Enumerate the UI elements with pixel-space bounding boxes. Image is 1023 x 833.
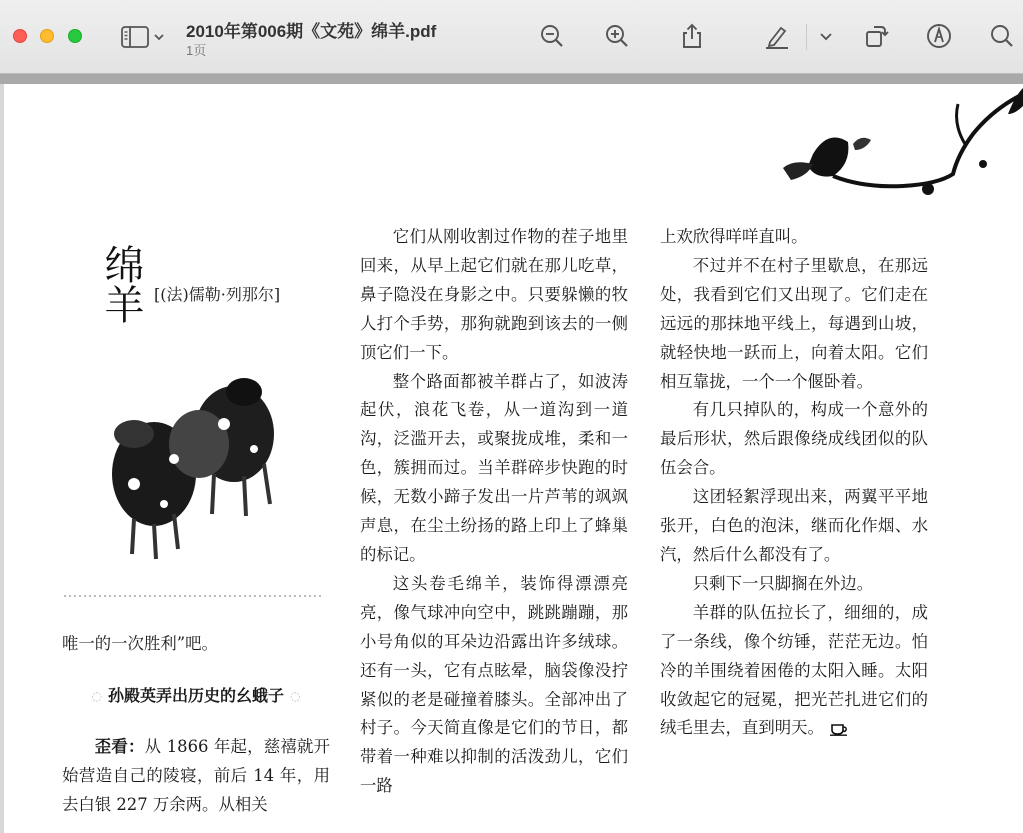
left-column-fragment: 唯一的一次胜利”吧。 [62, 634, 218, 653]
section-subheading [62, 682, 330, 711]
left-column-paragraph [62, 733, 330, 820]
share-icon [678, 22, 706, 50]
paragraph-last [660, 599, 928, 744]
paragraph-text: 羊群的队伍拉长了，细细的，成了一条线，像个纺锤，茫茫无边。怕冷的羊围绕着困倦的太阳入睡。太阳收敛起它的冠冕，把光芒扎进它们的绒毛里去，直到明天。 [660, 602, 928, 738]
sidebar-toggle-button[interactable] [118, 24, 170, 50]
paragraph: 有几只掉队的，构成一个意外的最后形状，然后跟像绕成线团似的队伍会合。 [660, 400, 928, 478]
page-count: 1页 [186, 43, 207, 58]
highlight-button[interactable] [763, 22, 791, 50]
pdf-page [4, 84, 1023, 833]
close-window-button[interactable] [13, 29, 27, 43]
zoom-out-icon [538, 22, 566, 50]
markup-button[interactable] [925, 22, 953, 50]
paragraph: 整个路面都被羊群占了，如波涛起伏，浪花飞卷，从一道沟到一道沟，泛滥开去，或聚拢成堆，柔和一色，簇拥而过。当羊群碎步快跑的时候，无数小蹄子发出一片芦苇的飒飒声息，在尘土纷扬的路上印上了蜂巢的标记。 [360, 371, 628, 564]
title-bar [0, 0, 1023, 74]
paragraph: 不过并不在村子里歇息，在那远处，我看到它们又出现了。它们走在远远的那抹地平线上，每遇到山坡，就轻快地一跃而上，向着太阳。它们相互靠拢，一个一个偃卧着。 [660, 255, 928, 391]
left-column-label: 歪看： [94, 736, 145, 756]
subheading-ornament-left: ◌ [91, 688, 102, 703]
paragraph: 上欢欣得咩咩直叫。 [660, 227, 808, 246]
paragraph: 只剩下一只脚搁在外边。 [692, 573, 874, 593]
zoom-in-button[interactable] [603, 22, 631, 50]
window-title: 2010年第006期《文苑》绵羊.pdf [186, 22, 437, 41]
article-author: [(法)儒勒·列那尔] [154, 285, 281, 304]
minimize-window-button[interactable] [40, 29, 54, 43]
highlight-options-button[interactable] [812, 22, 836, 50]
toolbar-divider [806, 24, 807, 50]
paragraph: 这团轻絮浮现出来，两翼平平地张开，白色的泡沫，继而化作烟、水汽，然后什么都没有了。 [660, 487, 928, 564]
zoom-window-button[interactable] [68, 29, 82, 43]
toolbar-shadow [0, 74, 1023, 84]
end-mark-cup-icon [829, 722, 849, 736]
paragraph: 这头卷毛绵羊，装饰得漂漂亮亮，像气球冲向空中，跳跳蹦蹦，那小号角似的耳朵边沿露出许多绒球。还有一头，它有点眩晕，脑袋像没拧紧似的老是碰撞着膝头。全部冲出了村子。今天简直像是它们的节日，都带着一种难以抑制的活泼劲儿，它们一路 [360, 573, 628, 796]
sidebar-toggle-icon [118, 24, 170, 50]
article-title: 绵羊 [98, 244, 144, 324]
left-column-body: 从 1866 年起，慈禧就开始营造自己的陵寝，前后 14 年，用去白银 227 万余两。从相关 [62, 736, 331, 814]
sheep-illustration [74, 354, 314, 584]
article-column-2 [660, 223, 928, 743]
zoom-in-icon [603, 22, 631, 50]
left-column [62, 630, 330, 820]
subheading-ornament-right: ◌ [290, 688, 301, 703]
rotate-icon [862, 22, 890, 50]
share-button[interactable] [678, 22, 706, 50]
zoom-out-button[interactable] [538, 22, 566, 50]
rotate-button[interactable] [862, 22, 890, 50]
markup-icon [925, 22, 953, 50]
chevron-down-icon [812, 22, 840, 50]
decorative-dotted-divider [64, 589, 324, 603]
search-icon [988, 22, 1016, 50]
search-button[interactable] [988, 22, 1016, 50]
paragraph: 它们从刚收割过作物的茬子地里回来，从早上起它们就在那儿吃草，鼻子隐没在身影之中。只要躲懒的牧人打个手势，那狗就跑到该去的一侧顶它们一下。 [360, 227, 628, 362]
magnolia-branch-illustration [753, 84, 1023, 209]
subheading-text: 孙殿英弄出历史的幺蛾子 [107, 685, 284, 705]
highlight-pen-icon [763, 22, 791, 50]
article-column-1 [360, 223, 628, 801]
